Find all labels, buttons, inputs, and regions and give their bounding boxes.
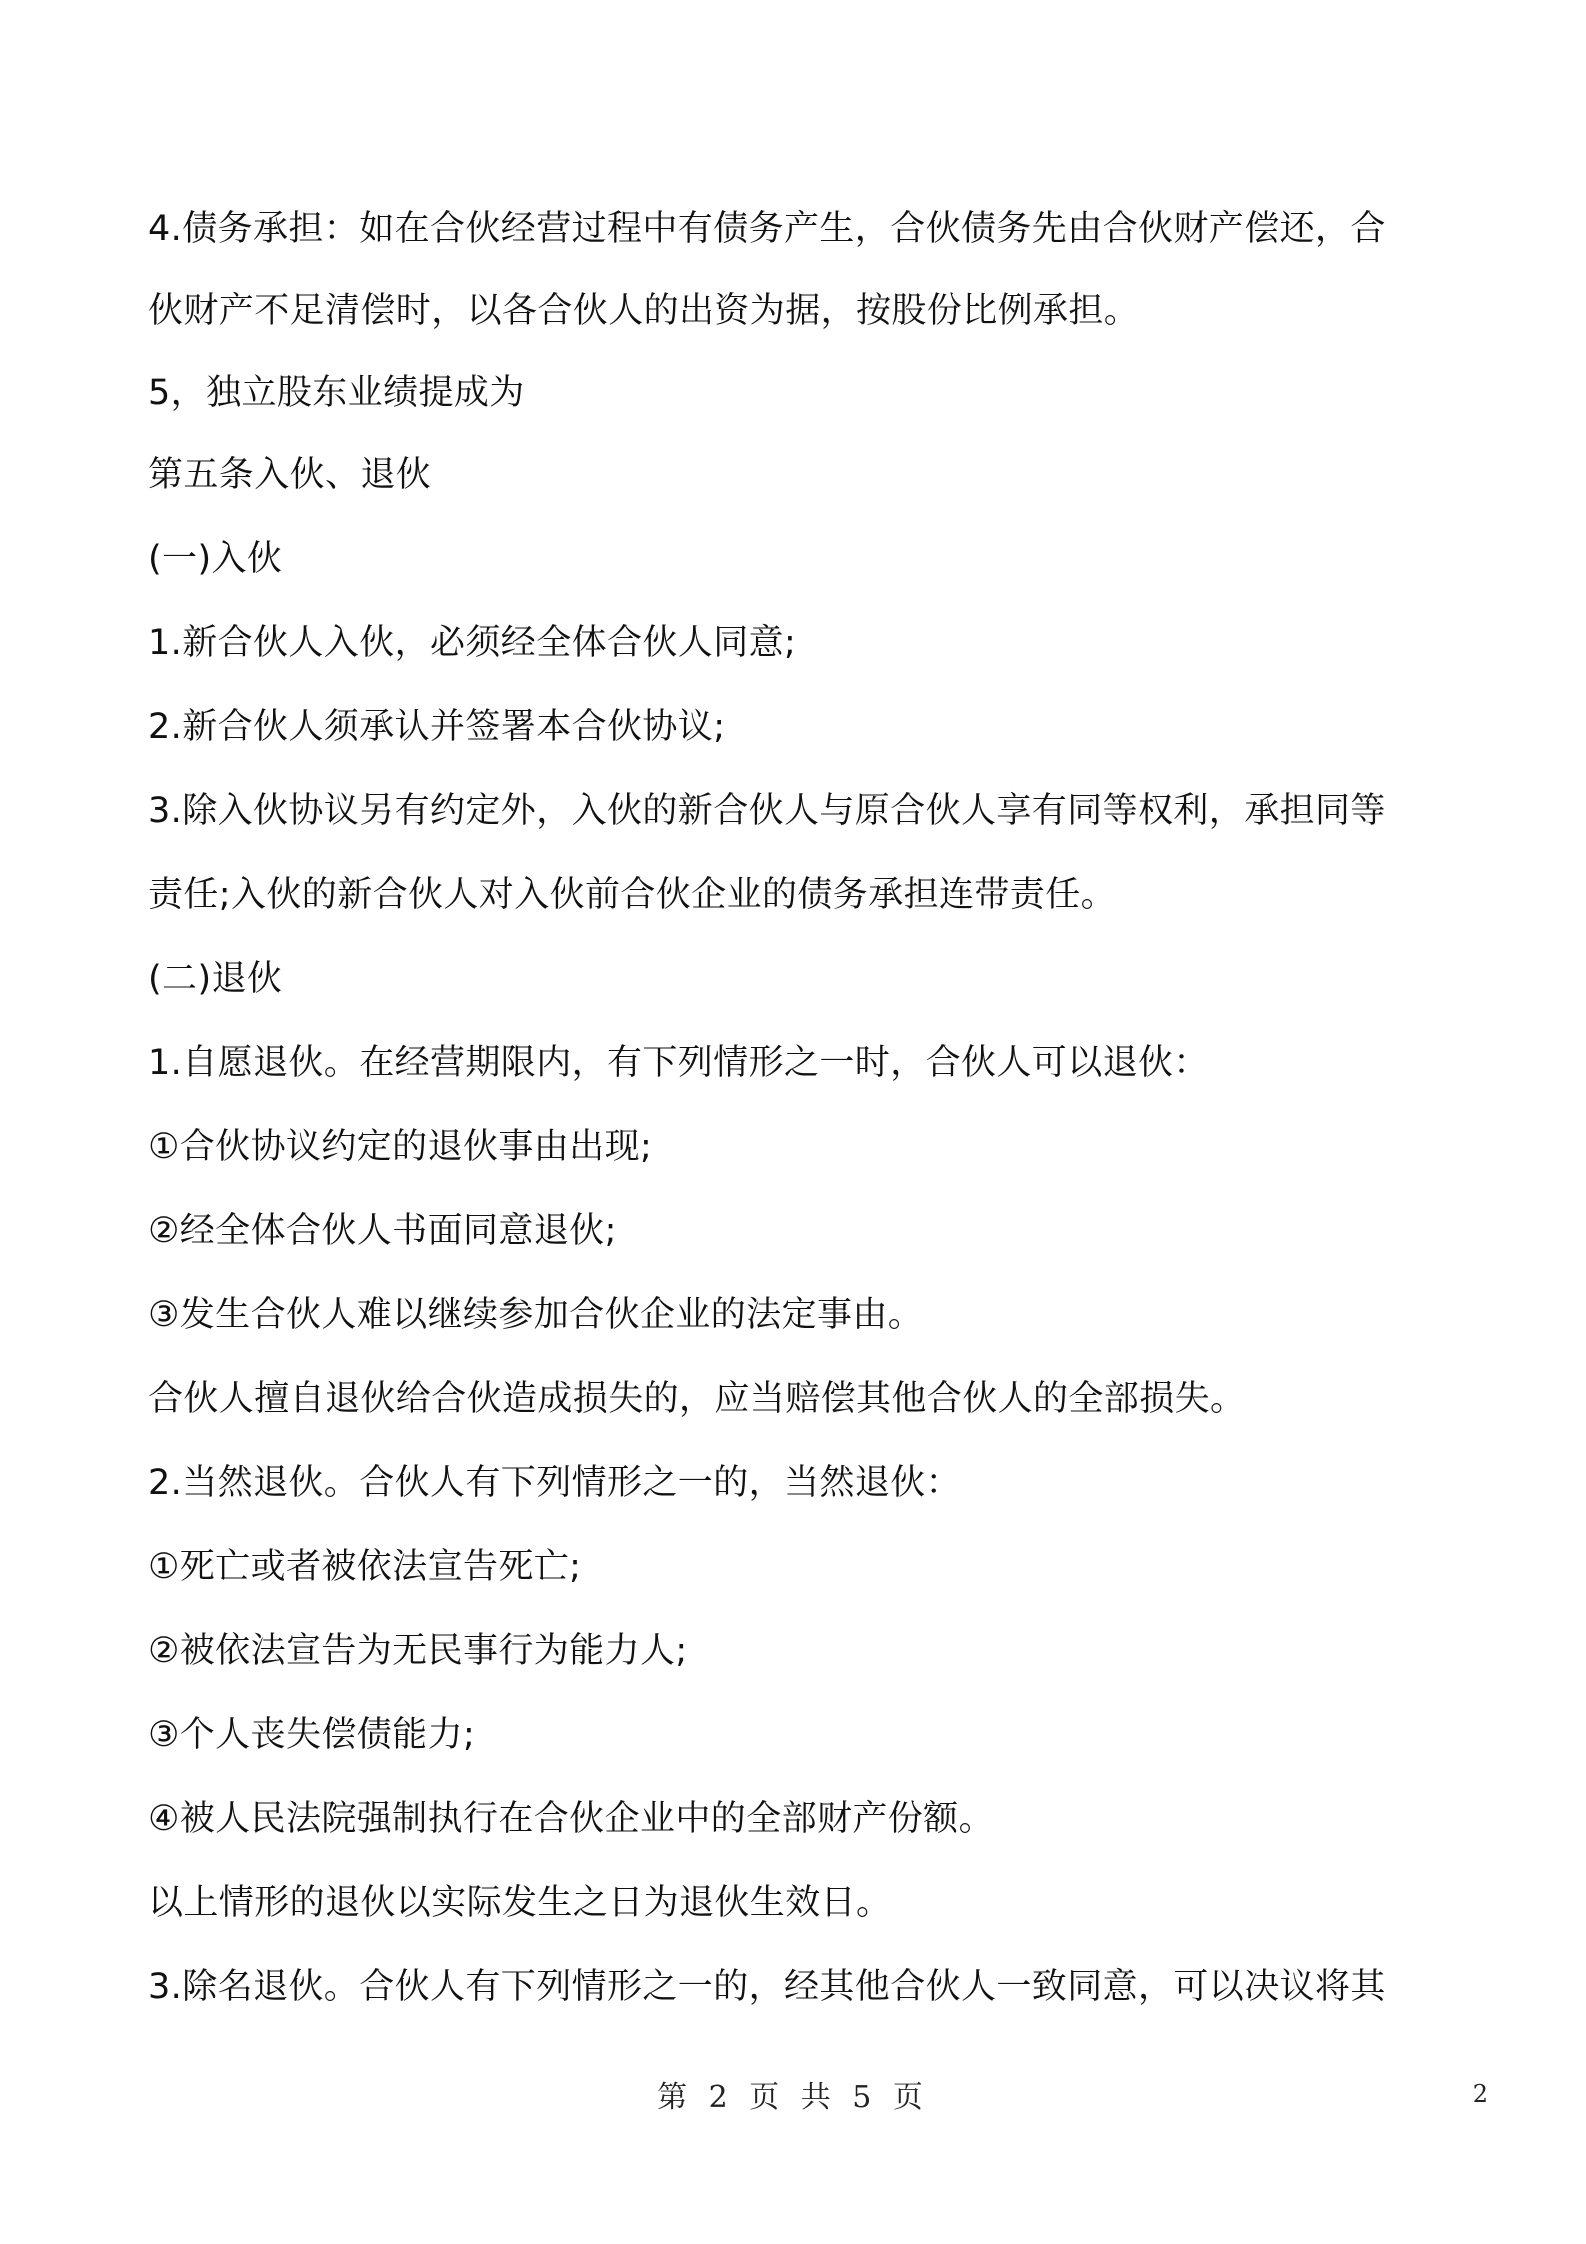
text-line: 5，独立股东业绩提成为 [148,373,525,413]
text-line: 2.新合伙人须承认并签署本合伙协议; [148,707,726,747]
text-line: 以上情形的退伙以实际发生之日为退伙生效日。 [148,1883,892,1923]
list-item: ②经全体合伙人书面同意退伙; [148,1211,617,1251]
section-heading: 第五条入伙、退伙 [148,455,432,495]
text-line: 3.除名退伙。合伙人有下列情形之一的，经其他合伙人一致同意，可以决议将其 [148,1967,1386,2007]
text-line: 1.新合伙人入伙，必须经全体合伙人同意; [148,623,797,663]
list-item: ②被依法宣告为无民事行为能力人; [148,1631,688,1671]
text-line: 伙财产不足清偿时，以各合伙人的出资为据，按股份比例承担。 [148,291,1140,331]
text-line: 4.债务承担：如在合伙经营过程中有债务产生，合伙债务先由合伙财产偿还，合 [148,209,1386,249]
list-item: ③个人丧失偿债能力; [148,1715,476,1755]
list-item: ①死亡或者被依法宣告死亡; [148,1547,582,1587]
text-line: 3.除入伙协议另有约定外，入伙的新合伙人与原合伙人享有同等权利，承担同等 [148,791,1386,831]
text-line: 1.自愿退伙。在经营期限内，有下列情形之一时，合伙人可以退伙： [148,1043,1209,1083]
subsection-heading: (二)退伙 [148,959,283,999]
text-line: 合伙人擅自退伙给合伙造成损失的，应当赔偿其他合伙人的全部损失。 [148,1379,1246,1419]
text-line: 2.当然退伙。合伙人有下列情形之一的，当然退伙： [148,1463,961,1503]
subsection-heading: (一)入伙 [148,539,283,579]
text-line: 责任;入伙的新合伙人对入伙前合伙企业的债务承担连带责任。 [148,875,1116,915]
page-number: 2 [1472,2080,1488,2108]
page-footer-label: 第 2 页 共 5 页 [657,2080,929,2115]
list-item: ③发生合伙人难以继续参加合伙企业的法定事由。 [148,1295,924,1335]
list-item: ④被人民法院强制执行在合伙企业中的全部财产份额。 [148,1799,994,1839]
list-item: ①合伙协议约定的退伙事由出现; [148,1127,653,1167]
